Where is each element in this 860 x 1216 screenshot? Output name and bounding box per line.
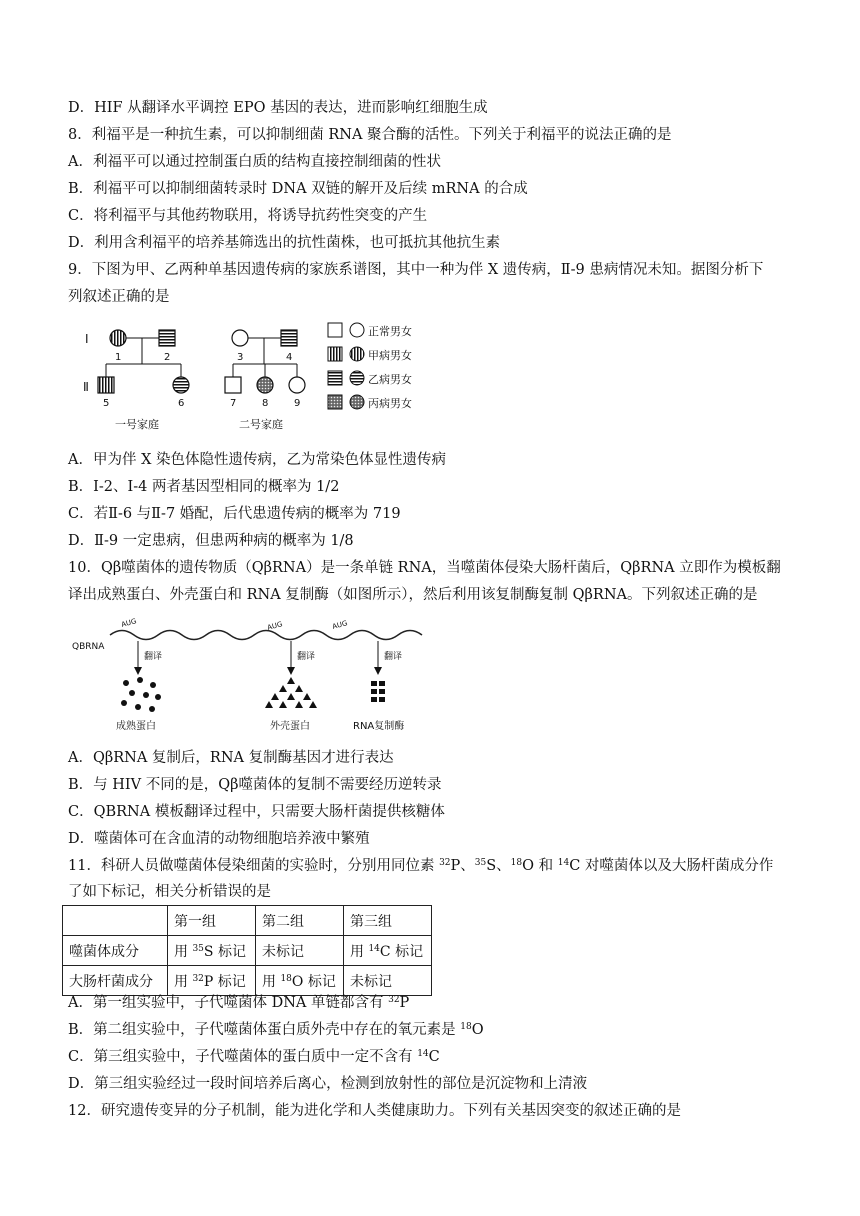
coat-protein-icon — [265, 677, 317, 708]
product-replicase: RNA复制酶 — [353, 721, 405, 732]
id-5: 5 — [103, 398, 110, 409]
table-cell: 未标记 — [256, 936, 344, 966]
codon-2: AUG — [266, 620, 284, 632]
table-cell: 未标记 — [344, 966, 432, 996]
translate-label-3: 翻译 — [384, 652, 403, 662]
table-header-row — [63, 906, 432, 936]
option-8d-prev: D．HIF 从翻译水平调控 EPO 基因的表达，进而影响红细胞生成 — [68, 100, 488, 116]
id-1: 1 — [115, 352, 122, 363]
id-4: 4 — [286, 352, 293, 363]
labeling-table — [62, 905, 432, 996]
legend-disease-a: 甲病男女 — [368, 349, 412, 362]
id-9: 9 — [294, 398, 301, 409]
question-8-stem: 8．利福平是一种抗生素，可以抑制细菌 RNA 聚合酶的活性。下列关于利福平的说法正确的是 — [68, 127, 672, 143]
codon-1: AUG — [120, 617, 138, 629]
option-11d: D．第三组实验经过一段时间培养后离心，检测到放射性的部位是沉淀物和上清液 — [68, 1076, 588, 1092]
table-cell: 用 $^{14}$C 标记 — [344, 936, 432, 966]
option-9d: D．Ⅱ-9 一定患病，但患两种病的概率为 1/8 — [68, 533, 354, 549]
individual-1 — [110, 330, 126, 346]
translate-label-2: 翻译 — [297, 652, 316, 662]
option-8d: D．利用含利福平的培养基筛选出的抗性菌株，也可抵抗其他抗生素 — [68, 235, 501, 251]
table-header-cell: 第一组 — [168, 906, 256, 936]
table-cell: 用 $^{32}$P 标记 — [168, 966, 256, 996]
individual-2 — [159, 330, 175, 346]
pedigree-figure — [75, 318, 435, 438]
option-10a: A．QβRNA 复制后，RNA 复制酶基因才进行表达 — [68, 750, 394, 766]
id-8: 8 — [262, 398, 269, 409]
option-8c: C．将利福平与其他药物联用，将诱导抗药性突变的产生 — [68, 208, 428, 224]
legend-disease-b: 乙病男女 — [368, 373, 412, 386]
table-row — [63, 966, 432, 996]
product-mature-protein: 成熟蛋白 — [116, 721, 156, 732]
option-10c: C．QBRNA 模板翻译过程中，只需要大肠杆菌提供核糖体 — [68, 804, 445, 820]
individual-3 — [232, 330, 248, 346]
question-10-stem-2: 译出成熟蛋白、外壳蛋白和 RNA 复制酶（如图所示），然后利用该复制酶复制 QβRNA。下列叙述正确的是 — [68, 587, 758, 603]
option-9b: B．I-2、I-4 两者基因型相同的概率为 1/2 — [68, 479, 340, 495]
option-10d: D．噬菌体可在含血清的动物细胞培养液中繁殖 — [68, 831, 370, 847]
question-9-stem-1: 9．下图为甲、乙两种单基因遗传病的家族系谱图，其中一种为伴 X 遗传病，Ⅱ-9 患病情况未知。据图分析下 — [68, 262, 764, 278]
option-8b: B．利福平可以抑制细菌转录时 DNA 双链的解开及后续 mRNA 的合成 — [68, 181, 528, 197]
product-coat-protein: 外壳蛋白 — [270, 721, 310, 732]
option-11b: B．第二组实验中，子代噬菌体蛋白质外壳中存在的氧元素是 $^{18}$O — [68, 1022, 484, 1038]
legend-normal: 正常男女 — [368, 325, 412, 338]
individual-5 — [98, 377, 114, 393]
option-9c: C．若Ⅱ-6 与Ⅱ-7 婚配，后代患遗传病的概率为 719 — [68, 506, 401, 522]
family-2-label: 二号家庭 — [239, 418, 283, 431]
translation-figure — [70, 617, 430, 737]
individual-4 — [281, 330, 297, 346]
option-8a: A．利福平可以通过控制蛋白质的结构直接控制细菌的性状 — [68, 154, 441, 170]
option-9a: A．甲为伴 X 染色体隐性遗传病，乙为常染色体显性遗传病 — [68, 452, 447, 468]
question-10-stem-1: 10．Qβ噬菌体的遗传物质（QβRNA）是一条单链 RNA，当噬菌体侵染大肠杆菌后，QβRNA 立即作为模板翻 — [68, 560, 781, 576]
option-11a: A．第一组实验中，子代噬菌体 DNA 单链都含有 $^{32}$P — [68, 995, 410, 1011]
option-11c: C．第三组实验中，子代噬菌体的蛋白质中一定不含有 $^{14}$C — [68, 1049, 440, 1065]
table-cell: 用 $^{35}$S 标记 — [168, 936, 256, 966]
individual-8 — [257, 377, 273, 393]
question-12-stem: 12．研究遗传变异的分子机制，能为进化学和人类健康助力。下列有关基因突变的叙述正确的是 — [68, 1103, 681, 1119]
table-row-name: 噬菌体成分 — [63, 936, 168, 966]
id-3: 3 — [237, 352, 244, 363]
generation-2-label: Ⅱ — [83, 380, 89, 394]
option-10b: B．与 HIV 不同的是，Qβ噬菌体的复制不需要经历逆转录 — [68, 777, 442, 793]
table-row-name: 大肠杆菌成分 — [63, 966, 168, 996]
table-row — [63, 936, 432, 966]
table-header-cell: 第三组 — [344, 906, 432, 936]
generation-1-label: I — [85, 332, 89, 346]
table-header-cell — [63, 906, 168, 936]
individual-7 — [225, 377, 241, 393]
individual-6 — [173, 377, 189, 393]
question-9-stem-2: 列叙述正确的是 — [68, 289, 170, 305]
question-11-stem-1: 11．科研人员做噬菌体侵染细菌的实验时，分别用同位素 $^{32}$P、$^{35}$S、$^{18}$O 和 $^{14}$C 对噬菌体以及大肠杆菌成分作 — [68, 858, 774, 874]
id-2: 2 — [164, 352, 171, 363]
table-cell: 用 $^{18}$O 标记 — [256, 966, 344, 996]
replicase-icon — [371, 681, 385, 702]
individual-9 — [289, 377, 305, 393]
codon-3: AUG — [331, 619, 349, 631]
question-11-stem-2: 了如下标记，相关分析错误的是 — [68, 884, 271, 900]
family-1-label: 一号家庭 — [115, 418, 159, 431]
mature-protein-icon — [121, 677, 161, 712]
id-6: 6 — [178, 398, 185, 409]
translate-label-1: 翻译 — [144, 652, 163, 662]
legend-disease-both: 丙病男女 — [368, 397, 412, 410]
rna-strand-label: QBRNA — [72, 642, 105, 652]
id-7: 7 — [230, 398, 237, 409]
table-header-cell: 第二组 — [256, 906, 344, 936]
